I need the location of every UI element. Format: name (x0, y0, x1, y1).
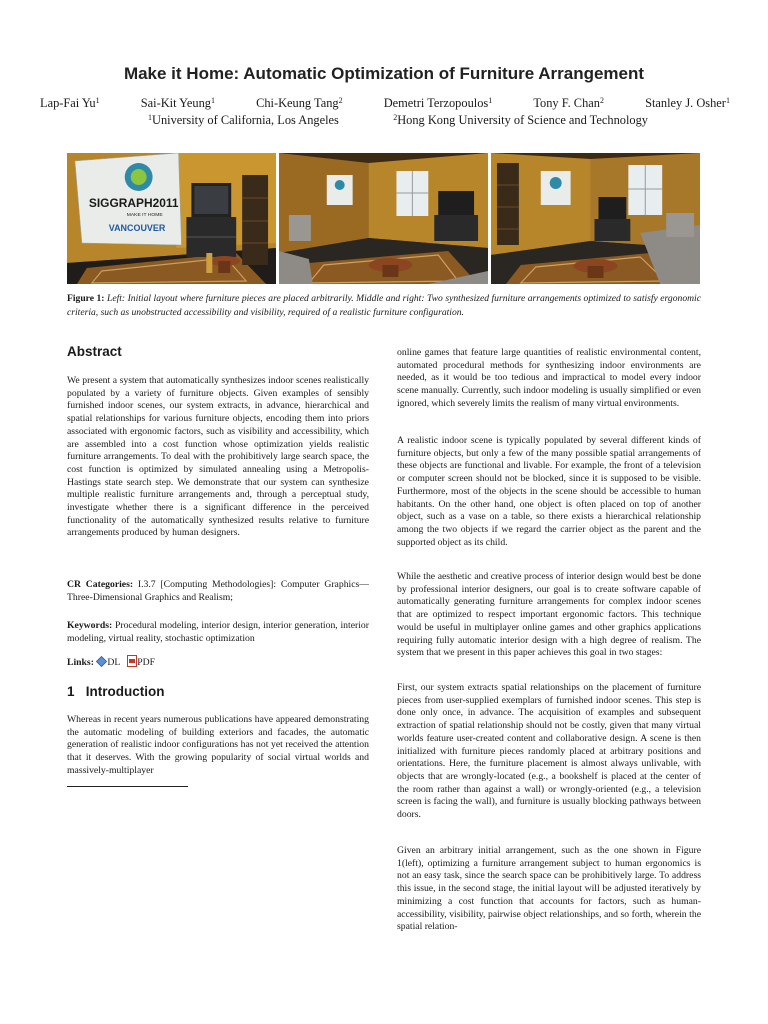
author: Tony F. Chan$^2$ (533, 96, 604, 110)
abstract-text: We present a system that automatically synthesizes indoor scenes realistically populated by a variety of furniture objects. Given examples of sensibly furnished indoor scenes, our system extracts, in advance, hierarchical and spatial relationships for various furniture objects, encoding them into priors associated with ergonomic factors, such as visibility and accessibility, which are assembled into a cost function whose optimization yields realistic furniture arrangements. To deal with the prohibitively large search space, the cost function is optimized by simulated annealing using a Metropolis-Hastings state search step. We demonstrate that our system can synthesize multiple realistic furniture arrangements and, through a perceptual study, investigate whether there is a significant difference in the perceived functionality of the automatically synthesized results relative to furniture arrangements produced by human designers. (67, 375, 369, 539)
poster-make-it-home-text: MAKE IT HOME (126, 211, 163, 219)
pdf-icon (127, 655, 137, 672)
keywords: Keywords: Procedural modeling, interior design, interior generation, interior modeling, virtual reality, stochastic optimization (67, 620, 369, 644)
affiliation: $^2$Hong Kong University of Science and Technology (393, 113, 648, 127)
affiliation: $^1$University of California, Los Angeles (148, 113, 339, 127)
poster-vancouver-text: VANCOUVER (108, 222, 166, 234)
right-column-paragraph: Given an arbitrary initial arrangement, such as the one shown in Figure 1(left), optimizing a furniture arrangement subject to human ergonomics is not an easy task, since the search space can be prohibitively large. To address this issue, in the second stage, the initial layout will be adjusted iteratively by minimizing a cost function that accounts for factors, such as human-accessibility, visibility, pairwise object relationships, and so forth, wherein the spatial relation- (397, 845, 701, 933)
author: Lap-Fai Yu$^1$ (40, 96, 100, 110)
introduction-text: Whereas in recent years numerous publications have appeared demonstrating the automatic modeling of building exteriors and facades, the automatic generation of realistic indoor configurations has not yet received the attention that it deserves. With the growing popularity of social virtual worlds and massively-multiplayer (67, 714, 369, 776)
right-column-paragraph: First, our system extracts spatial relationships on the placement of furniture pieces from user-supplied exemplars of furnished indoor scenes. This step is done only once, in advance. The acquisition of examples and subsequent extraction of spatial relationship should not be costly, given that many virtual worlds feature user-created content and collaborative design. A scene is then initialized with furniture pieces randomly placed at arbitrary positions and orientations. Here, the furniture placement is almost always unlivable, with objects that are wrongly-located (e.g., a bookshelf is placed at the center of the room rather than against a wall) or wrongly-oriented (e.g., a television screen is facing the wall), and furniture is usually blocking pathways between doors. (397, 682, 701, 821)
right-column-paragraph: While the aesthetic and creative process of interior design would best be done by professional interior designers, our goal is to create software capable of automatically generating furniture arrangements for complex indoor scenes that are optimized to respect important ergonomic factors. This technique would be useful in multiplayer online games and other graphics applications requiring fully automatic interior design with a high degree of realism. The system that we present in this paper achieves this goal in two stages: (397, 571, 701, 659)
author: Stanley J. Osher$^1$ (645, 96, 730, 110)
figure-panel-arrangement-b (491, 153, 700, 284)
pdf-link[interactable]: PDF (137, 657, 155, 668)
author: Demetri Terzopoulos$^1$ (383, 96, 493, 110)
right-column-paragraph: A realistic indoor scene is typically populated by several different kinds of furniture objects, but only a few of the many possible spatial arrangements of these objects are functional and livable. For example, the front of a television or computer screen should not be blocked, since it is supposed to be visible. Furthermore, most of the objects in the scene should be accessible to human habitants. On the other hand, one object is often placed on top of another object, such as a vase on a table, so there exists a hierarchical relationship among the two objects if we regard the carrier object as the parent and the supported object as its child. (397, 435, 701, 548)
figure-1-caption: Figure 1: Left: Initial layout where furniture pieces are placed arbitrarily. Middle and right: Two synthesized furniture arrangements optimized to satisfy ergonomic criteria, such as unobstructed accessibility and visibility, required of a realistic furniture configuration. (67, 293, 701, 318)
author: Chi-Keung Tang$^2$ (256, 96, 343, 110)
dl-icon (96, 656, 107, 672)
abstract-heading: Abstract (67, 344, 122, 359)
author: Sai-Kit Yeung$^1$ (140, 96, 215, 110)
links: Links: DL PDF (67, 655, 369, 672)
figure-1 (67, 153, 700, 284)
affiliation-list (148, 113, 648, 128)
right-column-paragraph: online games that feature large quantities of realistic environmental content, automated procedural methods for synthesizing indoor environments are needed, as it would be too tedious and impractical to model every indoor scene manually. Currently, such indoor modeling is usually simplified or even ignored, which severely limits the realism of many virtual environments. (397, 347, 701, 409)
paper-title: Make it Home: Automatic Optimization of Furniture Arrangement (123, 64, 645, 83)
cr-categories: CR Categories: I.3.7 [Computing Methodologies]: Computer Graphics—Three-Dimensional Graphics and Realism; (67, 579, 369, 603)
poster-siggraph-text: SIGGRAPH2011 (88, 195, 179, 211)
figure-panel-arrangement-a (279, 153, 488, 284)
introduction-heading: 1 Introduction (67, 684, 165, 699)
dl-link[interactable]: DL (107, 657, 120, 668)
figure-panel-initial-layout (67, 153, 276, 284)
footnote-rule (67, 786, 188, 787)
author-list (40, 96, 730, 111)
